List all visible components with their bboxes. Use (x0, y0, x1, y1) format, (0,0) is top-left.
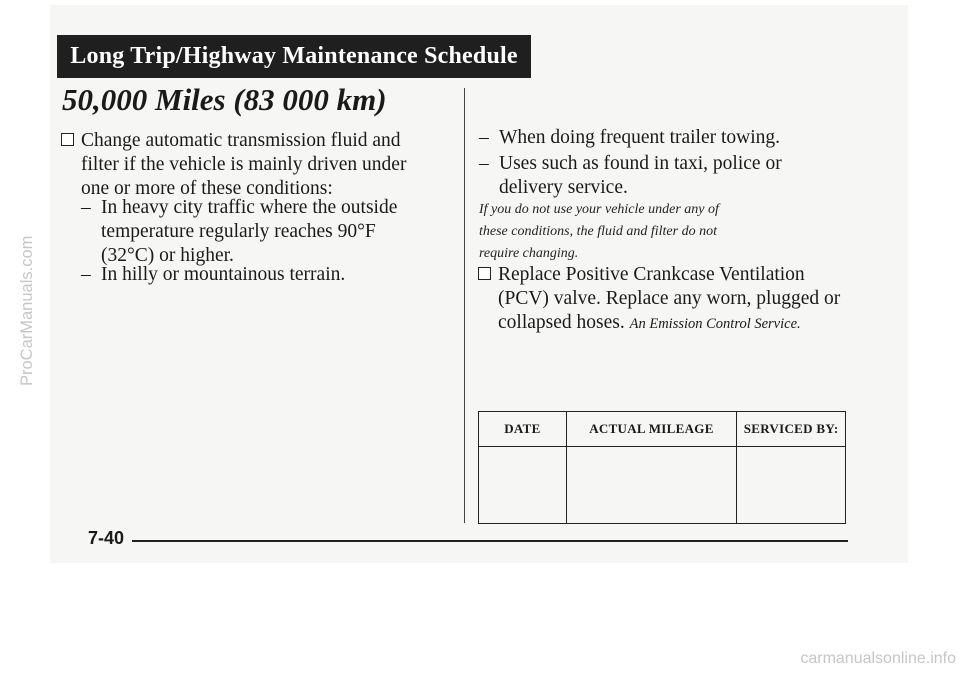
item-line: Replace Positive Crankcase Ventilation (498, 264, 805, 285)
footer-rule (132, 540, 848, 542)
condition-line: delivery service. (499, 177, 628, 198)
header-date: DATE (479, 412, 567, 447)
page-number: 7-40 (88, 528, 125, 548)
item-line-text: collapsed hoses. (498, 312, 625, 333)
condition-line: (32°C) or higher. (101, 245, 234, 266)
condition-text (499, 152, 782, 200)
item-line: filter if the vehicle is mainly driven under (81, 154, 407, 175)
table-row (479, 447, 846, 524)
header-serviced-by: SERVICED BY: (737, 412, 846, 447)
note-line: If you do not use your vehicle under any of (479, 202, 719, 217)
fluid-note (479, 199, 799, 265)
section-title: 50,000 Miles (83 000 km) (62, 82, 387, 117)
condition-line: When doing frequent trailer towing. (499, 127, 781, 148)
condition-line: In heavy city traffic where the outside (101, 197, 398, 218)
item-line: (PCV) valve. Replace any worn, plugged or (498, 288, 841, 309)
condition-heavy-traffic (81, 196, 451, 268)
note-line: these conditions, the fluid and filter do not (479, 224, 717, 239)
note-line: require changing. (479, 246, 579, 261)
condition-trailer-towing (479, 126, 839, 150)
watermark-bottom: carmanualsonline.info (800, 650, 956, 667)
condition-text (101, 196, 397, 268)
maintenance-item-pcv (478, 263, 858, 336)
table-header-row (479, 412, 846, 447)
maintenance-item-transmission (61, 129, 451, 201)
dash-bullet: – (479, 153, 489, 174)
condition-line: temperature regularly reaches 90°F (101, 221, 376, 242)
item-line (498, 311, 840, 336)
emission-service-note: An Emission Control Service. (629, 316, 801, 332)
condition-line: In hilly or mountainous terrain. (101, 264, 346, 285)
condition-hilly-terrain (81, 263, 451, 287)
mileage-cell[interactable] (566, 447, 736, 524)
watermark-left: ProCarManuals.com (18, 235, 36, 386)
item-text (81, 129, 406, 201)
header-actual-mileage: ACTUAL MILEAGE (566, 412, 736, 447)
dash-bullet: – (81, 264, 91, 285)
service-record-table (478, 411, 846, 524)
date-cell[interactable] (479, 447, 567, 524)
checkbox-icon[interactable] (61, 133, 74, 146)
condition-taxi-police (479, 152, 839, 200)
column-divider (464, 88, 465, 523)
checkbox-icon[interactable] (478, 267, 491, 280)
item-text (498, 263, 840, 336)
dash-bullet: – (81, 197, 91, 218)
item-line: Change automatic transmission fluid and (81, 130, 401, 151)
serviced-by-cell[interactable] (737, 447, 846, 524)
header-banner: Long Trip/Highway Maintenance Schedule (57, 35, 531, 78)
condition-line: Uses such as found in taxi, police or (499, 153, 782, 174)
dash-bullet: – (479, 127, 489, 148)
item-line: one or more of these conditions: (81, 178, 333, 199)
